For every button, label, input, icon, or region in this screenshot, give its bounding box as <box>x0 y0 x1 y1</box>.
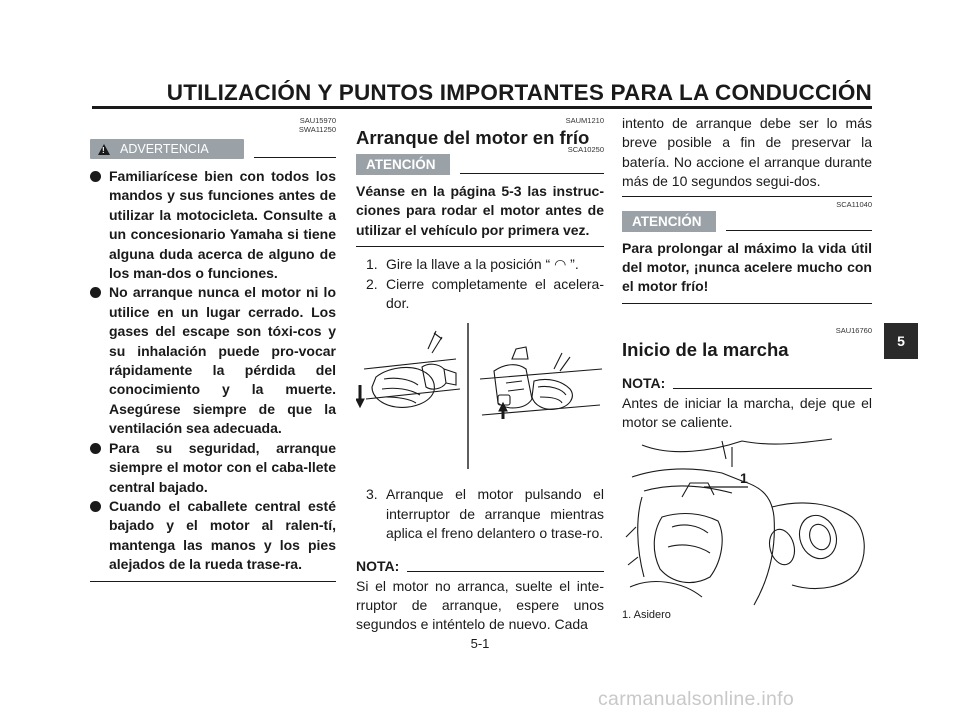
note-text: Si el motor no arranca, suelte el inte-rruptor de arranque, espere unos segundos e inténtelo de nuevo. Cada <box>356 577 604 633</box>
header-rule <box>92 106 872 109</box>
continued-end-rule <box>622 196 872 197</box>
warning-end-rule <box>90 581 336 582</box>
step-text: Arranque el motor pulsando el interruptor de arranque mientras aplica el freno delantero o trase-ro. <box>386 486 604 542</box>
attention-code: SCA10250 <box>567 145 604 154</box>
column-cold-start <box>356 116 604 635</box>
warning-item <box>90 167 336 283</box>
warning-item-text: Familiarícese bien con todos los mandos y sus funciones antes de utilizar la motocicleta. Consulte a un concesionario Yamaha si tiene alguna duda acerca de alguno de los man-dos o funciones. <box>109 168 336 282</box>
watermark: carmanualsonline.info <box>598 688 794 710</box>
warning-header <box>90 139 336 159</box>
attention-rule <box>726 230 872 231</box>
step-text: Cierre completamente el acelera-dor. <box>386 275 604 312</box>
steps-list <box>356 255 604 313</box>
attention-header <box>356 154 604 175</box>
warning-item <box>90 497 336 575</box>
attention-text: Véanse en la página 5-3 las instruc-ciones para rodar el motor antes de utilizar el vehículo por primera vez. <box>356 183 604 238</box>
section-code: SAU16760 <box>835 325 872 335</box>
step-item <box>356 485 604 543</box>
motorcycle-illustration-svg <box>622 437 872 607</box>
section-title-cold-start: Arranque del motor en frío <box>356 127 590 148</box>
attention-text: Para prolongar al máximo la vida útil del motor, ¡nunca acelere mucho con el motor frío! <box>622 239 872 295</box>
throttle-illustration-svg <box>356 319 604 479</box>
attention-header <box>622 211 872 232</box>
attention-badge: ATENCIÓN <box>622 211 716 232</box>
note-rule <box>407 571 604 572</box>
bullet-icon <box>90 171 101 182</box>
warning-code: SWA11250 <box>298 125 336 134</box>
throttle-illustration <box>356 319 604 479</box>
attention-badge: ATENCIÓN <box>356 154 450 175</box>
step-item <box>356 255 604 274</box>
attention-end-rule <box>356 246 604 247</box>
attention-end-rule <box>622 303 872 304</box>
step-number: 1. <box>366 256 378 273</box>
warning-label: ADVERTENCIA <box>120 142 209 156</box>
warning-list <box>90 167 336 575</box>
warning-badge <box>90 139 244 159</box>
section-code: SAU15970 <box>299 116 336 125</box>
motorcycle-illustration <box>622 437 872 607</box>
chapter-tab: 5 <box>884 323 918 359</box>
note-rule <box>673 388 872 389</box>
bullet-icon <box>90 443 101 454</box>
step-number: 3. <box>366 486 378 503</box>
warning-item-text: Para su seguridad, arranque siempre el motor con el caba-llete central bajado. <box>109 439 336 495</box>
attention-rule <box>460 173 604 174</box>
warning-item <box>90 283 336 438</box>
callout-number: 1 <box>740 469 748 486</box>
warning-item-text: No arranque nunca el motor ni lo utilice en un lugar cerrado. Los gases del escape son tóxi-cos y su inhalación puede pro-vocar rápidamente la pérdida del conocimiento y la muerte. Asegúrese siempre de que la ventilación sea adecuada. <box>109 284 336 437</box>
warning-item <box>90 439 336 497</box>
attention-code: SCA11040 <box>836 199 872 209</box>
section-title-departure: Inicio de la marcha <box>622 338 789 360</box>
section-code: SAUM1210 <box>565 116 604 125</box>
note-text: Antes de iniciar la marcha, deje que el motor se caliente. <box>622 394 872 431</box>
step-item <box>356 275 604 314</box>
bullet-icon <box>90 501 101 512</box>
column-departure <box>622 116 872 621</box>
page-header-title: UTILIZACIÓN Y PUNTOS IMPORTANTES PARA LA CONDUCCIÓN <box>166 80 872 105</box>
note-label: NOTA: <box>356 557 400 574</box>
step-number: 2. <box>366 275 378 292</box>
note-header <box>622 375 872 391</box>
steps-list-continued <box>356 485 604 543</box>
note-label: NOTA: <box>622 374 666 391</box>
figure-caption: 1. Asidero <box>622 608 671 621</box>
step-text: Gire la llave a la posición “ ◠ ”. <box>386 256 579 273</box>
page-number: 5-1 <box>470 636 490 651</box>
column-warning <box>90 116 336 582</box>
warning-item-text: Cuando el caballete central esté bajado y el motor al ralen-tí, mantenga las manos y los pies alejados de la rueda trase-ra. <box>109 497 336 573</box>
note-header <box>356 558 604 574</box>
continued-text: intento de arranque debe ser lo más breve posible a fin de preservar la batería. No accione el arranque durante más de 10 segundos segui-dos. <box>622 115 872 190</box>
warning-triangle-icon: ! <box>98 144 110 155</box>
bullet-icon <box>90 287 101 298</box>
warning-rule <box>254 157 336 158</box>
